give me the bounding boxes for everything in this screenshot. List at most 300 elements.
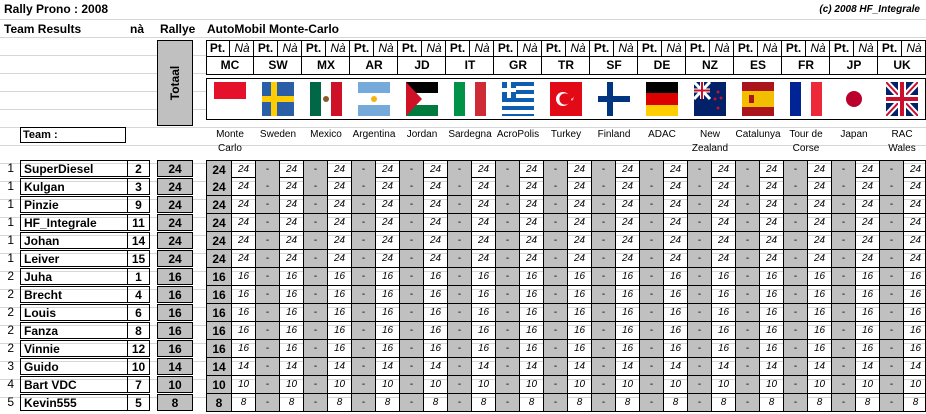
rally-points: - xyxy=(543,232,567,249)
rally-points: - xyxy=(831,394,855,411)
rally-na: 16 xyxy=(567,322,591,339)
rally-col-jd xyxy=(398,40,446,75)
rally-points: - xyxy=(399,178,423,195)
table-row xyxy=(206,268,926,286)
rally-points: - xyxy=(399,376,423,393)
totaal-header: Totaal xyxy=(157,40,193,126)
rally-na: 14 xyxy=(615,358,639,375)
rally-na: 10 xyxy=(327,376,351,393)
rally-points: - xyxy=(687,340,711,357)
pt-header: Pt. xyxy=(446,40,470,57)
rally-points: - xyxy=(879,304,903,321)
table-row xyxy=(206,322,926,340)
rally-points: - xyxy=(255,358,279,375)
team-total: 16 xyxy=(157,286,193,303)
rally-points: 16 xyxy=(207,322,231,339)
rally-points: - xyxy=(255,394,279,411)
rally-points: - xyxy=(543,286,567,303)
rally-points: - xyxy=(735,232,759,249)
rally-points: - xyxy=(639,376,663,393)
rally-points: - xyxy=(351,214,375,231)
rally-na: 14 xyxy=(807,358,831,375)
rally-points: - xyxy=(255,196,279,213)
grid-line xyxy=(0,19,926,20)
rally-points: - xyxy=(831,286,855,303)
rally-name-de: ADAC xyxy=(648,129,676,140)
rally-na: 16 xyxy=(759,268,783,285)
rally-points: - xyxy=(735,304,759,321)
rally-name-fr: Tour de Corse xyxy=(789,129,823,154)
rally-points: - xyxy=(783,286,807,303)
rally-points: - xyxy=(303,196,327,213)
rally-name-nz: New Zealand xyxy=(691,129,729,154)
rally-na: 10 xyxy=(471,376,495,393)
rally-na: 10 xyxy=(279,376,303,393)
rally-points: - xyxy=(639,304,663,321)
rally-na: 24 xyxy=(471,196,495,213)
rally-points: - xyxy=(255,232,279,249)
rally-na: 24 xyxy=(759,161,783,178)
rally-code: GR xyxy=(509,58,527,72)
rally-points: - xyxy=(879,358,903,375)
rally-points: - xyxy=(639,214,663,231)
rally-points: - xyxy=(783,232,807,249)
rally-code: MC xyxy=(220,58,240,72)
rally-na: 14 xyxy=(519,358,543,375)
rally-points: - xyxy=(591,286,615,303)
rally-points: - xyxy=(639,196,663,213)
rally-points: - xyxy=(687,304,711,321)
rally-points: - xyxy=(255,322,279,339)
rally-na: 14 xyxy=(567,358,591,375)
na-header: Nà xyxy=(758,40,782,57)
rally-points: - xyxy=(543,376,567,393)
team-total: 24 xyxy=(157,250,193,267)
rally-na: 16 xyxy=(519,286,543,303)
france-flag-icon xyxy=(790,82,822,116)
rally-points: - xyxy=(447,322,471,339)
rally-points: - xyxy=(543,340,567,357)
rally-name-uk: RAC Wales xyxy=(888,129,916,154)
jordan-flag-icon xyxy=(406,82,438,116)
rally-points: - xyxy=(399,322,423,339)
rallye-label: Rallye xyxy=(160,22,196,36)
rally-points: - xyxy=(735,376,759,393)
rally-points: 24 xyxy=(207,178,231,195)
rally-na: 24 xyxy=(855,178,879,195)
rally-na: 8 xyxy=(519,394,543,411)
rally-code: ES xyxy=(749,58,766,72)
rally-col-de xyxy=(638,40,686,75)
rally-points: - xyxy=(831,178,855,195)
rally-points: - xyxy=(591,214,615,231)
rally-na: 24 xyxy=(231,178,255,195)
rally-points: - xyxy=(399,304,423,321)
rally-na: 24 xyxy=(855,232,879,249)
rally-na: 16 xyxy=(327,268,351,285)
rally-na: 8 xyxy=(807,394,831,411)
team-total: 16 xyxy=(157,268,193,285)
rally-points: - xyxy=(351,268,375,285)
rally-points: - xyxy=(591,394,615,411)
rally-na: 16 xyxy=(759,340,783,357)
rally-na: 16 xyxy=(471,340,495,357)
rally-na: 16 xyxy=(711,304,735,321)
rally-na: 24 xyxy=(423,196,447,213)
na-header: Nà xyxy=(902,40,926,57)
rally-na: 24 xyxy=(327,196,351,213)
team-name: Vinnie xyxy=(20,340,128,357)
rally-na: 24 xyxy=(327,214,351,231)
na-header: Nà xyxy=(470,40,494,57)
team-total: 8 xyxy=(157,394,193,411)
rally-points: - xyxy=(495,161,519,178)
rally-points: - xyxy=(495,376,519,393)
copyright: (c) 2008 HF_Integrale xyxy=(819,4,920,15)
team-name: Brecht xyxy=(20,286,128,303)
rally-col-it xyxy=(446,40,494,75)
rally-na: 8 xyxy=(711,394,735,411)
pt-header: Pt. xyxy=(542,40,566,57)
rally-points: - xyxy=(639,358,663,375)
rally-points: - xyxy=(687,161,711,178)
team-na: 6 xyxy=(128,304,150,321)
rally-points: - xyxy=(303,232,327,249)
rally-points: - xyxy=(495,304,519,321)
rally-name-jd: Jordan xyxy=(406,129,438,140)
rally-points: - xyxy=(591,250,615,267)
rally-points: - xyxy=(399,214,423,231)
rally-points: 8 xyxy=(207,394,231,411)
rally-points: - xyxy=(783,304,807,321)
rally-code: SW xyxy=(268,58,288,72)
page-title: Rally Prono : 2008 xyxy=(4,2,109,16)
rally-points: - xyxy=(447,394,471,411)
rally-na: 16 xyxy=(807,304,831,321)
rally-points: - xyxy=(735,178,759,195)
rally-points: - xyxy=(351,196,375,213)
pt-header: Pt. xyxy=(830,40,854,57)
rally-na: 24 xyxy=(471,214,495,231)
rally-points: - xyxy=(351,340,375,357)
rally-na: 8 xyxy=(855,394,879,411)
rally-points: - xyxy=(495,196,519,213)
rally-points: - xyxy=(447,268,471,285)
rally-points: - xyxy=(447,161,471,178)
rally-na: 24 xyxy=(519,250,543,267)
team-name: Guido xyxy=(20,358,128,375)
team-name: Fanza xyxy=(20,322,128,339)
rally-na: 24 xyxy=(471,161,495,178)
rally-points: - xyxy=(783,376,807,393)
rally-points: - xyxy=(543,178,567,195)
rally-na: 24 xyxy=(567,178,591,195)
rally-points: - xyxy=(591,196,615,213)
rally-na: 14 xyxy=(327,358,351,375)
pt-header: Pt. xyxy=(590,40,614,57)
rally-points: - xyxy=(783,214,807,231)
rally-na: 14 xyxy=(855,358,879,375)
rally-na: 16 xyxy=(423,268,447,285)
team-na: 8 xyxy=(128,322,150,339)
rally-points: - xyxy=(399,286,423,303)
rally-points: - xyxy=(591,268,615,285)
rally-points: - xyxy=(735,214,759,231)
rally-points: - xyxy=(447,304,471,321)
rally-na: 24 xyxy=(903,178,926,195)
rally-na: 8 xyxy=(903,394,926,411)
rally-na: 16 xyxy=(471,286,495,303)
rally-na: 16 xyxy=(663,268,687,285)
rally-na: 24 xyxy=(327,250,351,267)
team-name: Kevin555 xyxy=(20,394,128,411)
rally-na: 24 xyxy=(903,196,926,213)
rally-points: - xyxy=(543,214,567,231)
rally-points: 16 xyxy=(207,340,231,357)
rally-na: 24 xyxy=(807,250,831,267)
rally-na: 24 xyxy=(567,232,591,249)
rally-na: 14 xyxy=(471,358,495,375)
rally-na: 24 xyxy=(711,250,735,267)
rally-points: - xyxy=(351,178,375,195)
rally-points: 16 xyxy=(207,304,231,321)
rally-na: 16 xyxy=(903,322,926,339)
rally-points: - xyxy=(879,340,903,357)
team-rank: 2 xyxy=(7,269,14,283)
rally-na: 16 xyxy=(375,304,399,321)
rally-points: - xyxy=(303,250,327,267)
rally-na: 24 xyxy=(423,214,447,231)
rally-na: 24 xyxy=(807,178,831,195)
rally-points: - xyxy=(543,322,567,339)
table-row xyxy=(206,286,926,304)
rally-name-jp: Japan xyxy=(840,129,868,140)
team-name: Leiver xyxy=(20,250,128,267)
rally-code: MX xyxy=(317,58,335,72)
rally-points: 24 xyxy=(207,196,231,213)
rally-na: 8 xyxy=(663,394,687,411)
rally-na: 8 xyxy=(423,394,447,411)
rally-na: 24 xyxy=(711,214,735,231)
rally-na: 16 xyxy=(807,340,831,357)
rally-points: - xyxy=(255,286,279,303)
team-na: 2 xyxy=(128,160,150,177)
team-rank: 4 xyxy=(7,377,14,391)
rally-points: - xyxy=(351,161,375,178)
rally-name-ar: Argentina xyxy=(352,129,396,140)
rally-na: 16 xyxy=(327,286,351,303)
rally-na: 16 xyxy=(327,340,351,357)
rally-points: - xyxy=(303,214,327,231)
rally-points: - xyxy=(735,196,759,213)
table-row xyxy=(206,340,926,358)
team-rank: 2 xyxy=(7,287,14,301)
rally-na: 24 xyxy=(759,232,783,249)
rally-points: - xyxy=(639,286,663,303)
rally-na: 16 xyxy=(855,286,879,303)
team-rank: 1 xyxy=(7,251,14,265)
rally-name-sw: Sweden xyxy=(259,129,297,140)
team-name: Juha xyxy=(20,268,128,285)
rally-na: 24 xyxy=(567,250,591,267)
rally-points: - xyxy=(495,268,519,285)
rally-points: - xyxy=(591,358,615,375)
rally-points: - xyxy=(591,340,615,357)
rally-na: 24 xyxy=(471,232,495,249)
pt-header: Pt. xyxy=(350,40,374,57)
rally-points: - xyxy=(447,196,471,213)
rally-points: - xyxy=(783,161,807,178)
team-rank: 5 xyxy=(7,395,14,409)
rally-na: 16 xyxy=(759,304,783,321)
rally-points: - xyxy=(399,394,423,411)
rally-points: - xyxy=(639,268,663,285)
rally-points: - xyxy=(447,250,471,267)
rally-points: - xyxy=(591,178,615,195)
rally-col-nz xyxy=(686,40,734,75)
pt-header: Pt. xyxy=(782,40,806,57)
rally-code: SF xyxy=(606,58,622,72)
rally-points: - xyxy=(831,358,855,375)
rally-points: - xyxy=(879,322,903,339)
rally-na: 24 xyxy=(519,161,543,178)
rally-points: - xyxy=(351,358,375,375)
na-header: Nà xyxy=(422,40,446,57)
rally-points: - xyxy=(639,340,663,357)
rally-points: - xyxy=(447,340,471,357)
rally-code: AR xyxy=(365,58,383,72)
rally-na: 14 xyxy=(231,358,255,375)
rally-points: - xyxy=(303,178,327,195)
current-rally: AutoMobil Monte-Carlo xyxy=(207,22,339,36)
rally-na: 24 xyxy=(615,196,639,213)
rally-points: - xyxy=(303,286,327,303)
rally-na: 16 xyxy=(327,322,351,339)
rally-na: 24 xyxy=(663,214,687,231)
rally-na: 24 xyxy=(711,178,735,195)
rally-points: - xyxy=(303,376,327,393)
team-total: 16 xyxy=(157,322,193,339)
rally-na: 24 xyxy=(519,196,543,213)
na-header: Nà xyxy=(518,40,542,57)
rally-points: - xyxy=(687,268,711,285)
pt-header: Pt. xyxy=(206,40,230,57)
rally-points: - xyxy=(687,196,711,213)
rally-na: 10 xyxy=(855,376,879,393)
finland-flag-icon xyxy=(598,82,630,116)
rally-code: UK xyxy=(893,58,911,72)
rally-na: 24 xyxy=(855,250,879,267)
rally-na: 24 xyxy=(423,232,447,249)
na-header: Nà xyxy=(806,40,830,57)
rally-na: 24 xyxy=(471,250,495,267)
rally-na: 16 xyxy=(279,340,303,357)
rally-na: 16 xyxy=(519,322,543,339)
team-results-label: Team Results xyxy=(4,22,82,36)
rally-points: - xyxy=(303,340,327,357)
rally-na: 16 xyxy=(519,304,543,321)
rally-col-gr xyxy=(494,40,542,75)
na-header: Nà xyxy=(710,40,734,57)
rally-points: - xyxy=(879,161,903,178)
rally-na: 16 xyxy=(807,268,831,285)
pt-header: Pt. xyxy=(398,40,422,57)
na-header: Nà xyxy=(278,40,302,57)
rally-points: - xyxy=(399,196,423,213)
rally-points: 14 xyxy=(207,358,231,375)
rally-na: 24 xyxy=(375,214,399,231)
rally-na: 24 xyxy=(711,232,735,249)
rally-points: - xyxy=(879,394,903,411)
pt-header: Pt. xyxy=(302,40,326,57)
rally-points: - xyxy=(351,376,375,393)
rally-name-sf: Finland xyxy=(597,129,631,140)
rally-points: - xyxy=(495,250,519,267)
rally-na: 14 xyxy=(663,358,687,375)
rally-points: - xyxy=(399,232,423,249)
rally-na: 16 xyxy=(615,304,639,321)
rally-na: 10 xyxy=(567,376,591,393)
na-header: Nà xyxy=(230,40,254,57)
rally-na: 16 xyxy=(615,340,639,357)
team-rank: 2 xyxy=(7,323,14,337)
rally-na: 24 xyxy=(663,161,687,178)
rally-points: - xyxy=(495,322,519,339)
rally-points: - xyxy=(783,250,807,267)
rally-na: 16 xyxy=(567,286,591,303)
rally-points: - xyxy=(303,322,327,339)
rally-na: 16 xyxy=(855,268,879,285)
rally-points: - xyxy=(687,322,711,339)
rally-na: 24 xyxy=(567,196,591,213)
rally-points: - xyxy=(687,214,711,231)
pt-header: Pt. xyxy=(638,40,662,57)
rally-na: 16 xyxy=(375,286,399,303)
rally-points: - xyxy=(543,196,567,213)
team-rank: 2 xyxy=(7,341,14,355)
rally-points: - xyxy=(831,196,855,213)
rally-na: 24 xyxy=(711,161,735,178)
rally-na: 24 xyxy=(231,250,255,267)
rally-points: - xyxy=(255,340,279,357)
rally-na: 16 xyxy=(759,322,783,339)
rally-points: 16 xyxy=(207,268,231,285)
rally-points: - xyxy=(783,268,807,285)
team-rank: 1 xyxy=(7,233,14,247)
rally-points: - xyxy=(591,376,615,393)
table-row xyxy=(206,214,926,232)
rally-na: 16 xyxy=(615,268,639,285)
rally-col-ar xyxy=(350,40,398,75)
rally-points: - xyxy=(783,358,807,375)
argentina-flag-icon xyxy=(358,82,390,116)
pt-header: Pt. xyxy=(734,40,758,57)
rally-points: - xyxy=(351,394,375,411)
rally-points: - xyxy=(639,394,663,411)
rally-na: 24 xyxy=(327,178,351,195)
rally-points: - xyxy=(735,286,759,303)
rally-points: - xyxy=(495,178,519,195)
rally-points: - xyxy=(543,358,567,375)
rally-points: - xyxy=(831,214,855,231)
rally-points: - xyxy=(447,286,471,303)
rally-na: 8 xyxy=(567,394,591,411)
monaco-flag-icon xyxy=(214,82,246,116)
rally-col-sw xyxy=(254,40,302,75)
rally-na: 24 xyxy=(807,214,831,231)
rally-na: 14 xyxy=(711,358,735,375)
table-row xyxy=(206,250,926,268)
